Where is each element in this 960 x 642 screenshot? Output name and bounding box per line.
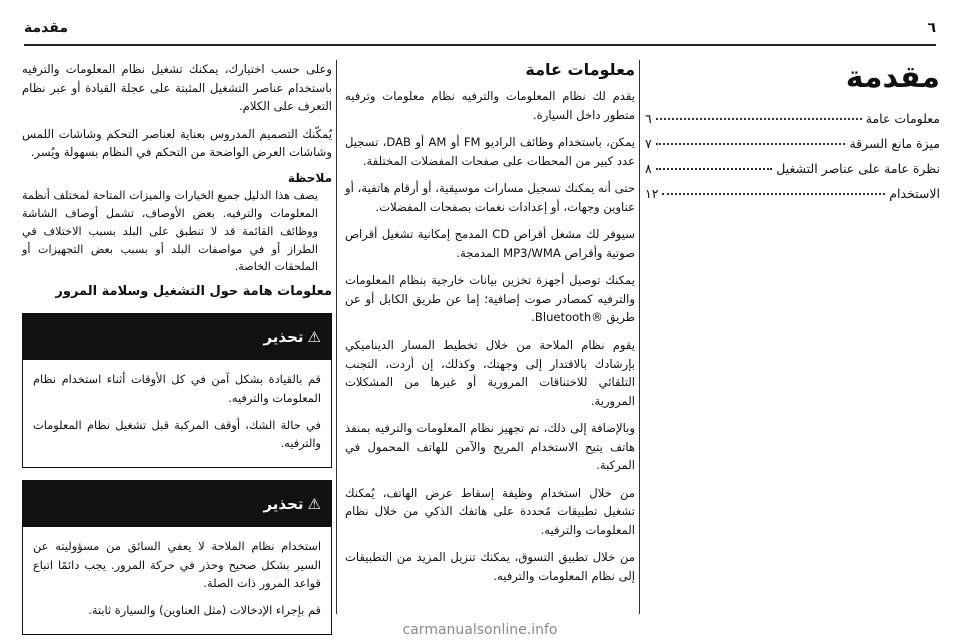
warning-body	[23, 360, 331, 467]
page-header	[24, 14, 936, 42]
warning-header	[23, 481, 331, 527]
body-paragraph: وبالإضافة إلى ذلك، تم تجهيز نظام المعلومات والترفيه بمنفذ هاتف يتيح الاستخدام المريح والآمن للهاتف المحمول في المركبة.	[345, 421, 635, 473]
warning-paragraph: استخدام نظام الملاحة لا يعفي السائق من مسؤوليته عن السير بشكل صحيح وحذر في حركة المرور. يجب دائمًا اتباع قواعد المرور ذات الصلة.	[33, 539, 321, 590]
body-paragraph: من خلال استخدام وظيفة إسقاط عرض الهاتف، يُمكنك تشغيل تطبيقات مُحددة على هاتفك الذكي من خلال نظام المعلومات والترفيه.	[345, 485, 635, 537]
toc-entry[interactable]: نظرة عامة على عناصر التشغيل ٨	[645, 161, 940, 176]
warning-paragraph: في حالة الشك، أوقف المركبة قبل تشغيل نظام المعلومات والترفيه.	[33, 417, 321, 451]
warning-body	[23, 527, 331, 634]
note-heading: ملاحظة	[287, 170, 332, 185]
section-heading: معلومات هامة حول التشغيل وسلامة المرور	[55, 284, 332, 300]
column-divider	[336, 60, 337, 614]
body-paragraph: يمكن، باستخدام وظائف الراديو FM أو AM أو DAB، تسجيل عدد كبير من المحطات على صفحات المفضلات المختلفة.	[345, 135, 636, 168]
body-paragraph: يمكنك توصيل أجهزة تخزين بيانات خارجية بنظام المعلومات والترفيه كمصادر صوت إضافية؛ إما عن طريق الكابل أو عن طريق ®Bluetooth.	[345, 273, 635, 325]
body-paragraph: يُمكّنك التصميم المدروس بعناية لعناصر التحكم وشاشات اللمس وشاشات العرض الواضحة من التحكم في النظام بسهولة ويُسر.	[22, 126, 332, 160]
toc-entry[interactable]: الاستخدام ١٢	[645, 186, 940, 201]
warning-header	[23, 314, 331, 360]
chapter-title: مقدمة	[845, 60, 940, 95]
warning-triangle-icon: ⚠	[307, 495, 321, 514]
section-heading: معلومات عامة	[525, 60, 635, 79]
warning-heading: تحذير	[263, 495, 304, 514]
table-of-contents	[645, 111, 940, 201]
body-paragraph: من خلال تطبيق التسوق، يمكنك تنزيل المزيد من التطبيقات إلى نظام المعلومات والترفيه.	[345, 550, 635, 584]
warning-paragraph: قم بإجراء الإدخالات (مثل العناوين) والسيارة ثابتة.	[88, 603, 321, 618]
watermark-text: carmanualsonline.info	[402, 622, 558, 638]
warning-paragraph: قم بالقيادة بشكل آمن في كل الأوقات أثناء استخدام نظام المعلومات والترفيه.	[33, 372, 321, 405]
warning-heading: تحذير	[263, 328, 304, 347]
body-paragraph: يقدم لك نظام المعلومات والترفيه نظام معلومات وترفيه متطور داخل السيارة.	[345, 89, 635, 122]
header-section-title: مقدمة	[24, 20, 68, 36]
general-info-column	[345, 60, 635, 616]
body-paragraph: حتى أنه يمكنك تسجيل مسارات موسيقية، أو أرقام هاتفية، أو عناوين وجهات، أو إعدادات نغمات بصفحات المفضلات.	[345, 181, 635, 214]
toc-entry[interactable]: معلومات عامة ٦	[645, 111, 940, 126]
body-paragraph: يقوم نظام الملاحة من خلال تخطيط المسار الديناميكي بإرشادك بالاقتدار إلى وجهتك، وكذلك، إن أردت، التجنب التلقائي للاختناقات المرورية أو غيرها من المشكلات المرورية.	[345, 338, 635, 408]
safety-column	[22, 60, 332, 616]
warning-box	[22, 313, 332, 468]
warning-triangle-icon: ⚠	[307, 328, 321, 347]
toc-entry[interactable]: ميزة مانع السرقة ٧	[645, 136, 940, 151]
body-paragraph: سيوفر لك مشغل أقراص CD المدمج إمكانية تشغيل أقراص صوتية وأقراص MP3/WMA المدمجة.	[345, 227, 636, 260]
note-text: يصف هذا الدليل جميع الخيارات والميزات المتاحة لمختلف أنظمة المعلومات والترفيه. بعض الأوصاف، تشمل أوصاف الشاشة ووظائف القائمة قد لا تنطبق على البلد بسبب الاختلاف في الطراز أو في مواصفات البلد أو بسبب بعض التجهيزات أو الملحقات الخاصة.	[22, 188, 318, 274]
warning-box	[22, 480, 332, 635]
page-number: ٦	[927, 20, 936, 36]
column-divider	[639, 60, 640, 614]
toc-column	[645, 60, 940, 616]
body-paragraph: وعلى حسب اختيارك، يمكنك تشغيل نظام المعلومات والترفيه باستخدام عناصر التشغيل المثبتة على عجلة القيادة أو عبر نظام التعرف على الكلام.	[22, 62, 332, 114]
header-rule	[24, 44, 936, 46]
